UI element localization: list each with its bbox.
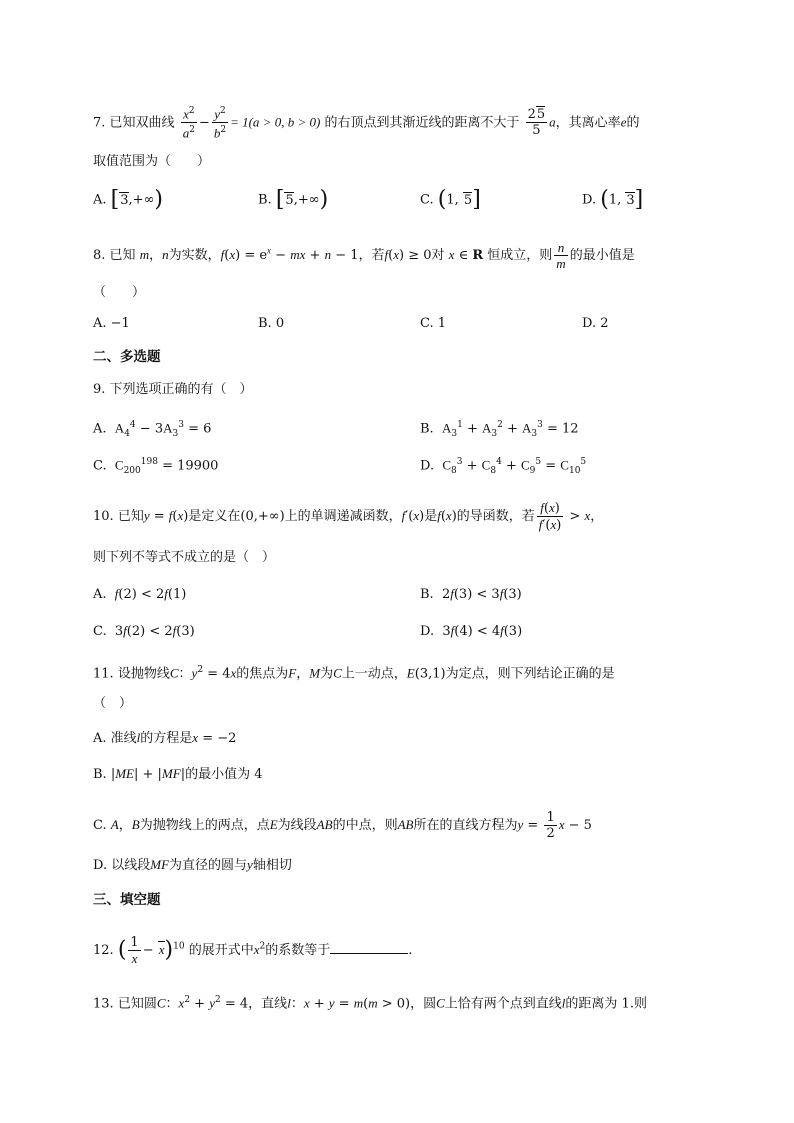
q7-number: 7. <box>93 115 106 131</box>
q7-option-a: A. [3,+∞) <box>93 187 163 212</box>
q9-option-c: C. $C_{200}^{198} = 19900$ <box>93 457 219 476</box>
q7-text4: 的 <box>626 115 640 131</box>
q7-frac-x: $\frac{x^2}{a^2}$ <box>182 106 195 141</box>
q8-line1: 8. 已知 m，n为实数，$f(x) = e^x$ − mx + n − 1，若f(x) ≥ 0对 x ∈ R 恒成立，则 $\frac{n}{m}$ 的最小值是 <box>93 240 635 271</box>
q7-frac-y: $\frac{y^2}{b^2}$ <box>213 106 227 141</box>
q11-option-b: B. |ME| + |MF|的最小值为 4 <box>93 766 263 782</box>
q7-option-b: B. [5,+∞) <box>258 187 329 212</box>
q7-condition: = 1(a > 0, b > 0) <box>230 114 321 130</box>
q7-line2: 取值范围为（ ） <box>93 154 211 169</box>
q8-option-a: A. −1 <box>93 316 130 331</box>
q10-option-c: C. 3f(2) < 2f(3) <box>93 623 195 639</box>
q9-option-d: D. $C_8^3 + C_8^4 + C_9^5 = C_{10}^5$ <box>420 457 587 476</box>
q11-option-a: A. 准线l的方程是x = −2 <box>93 730 237 746</box>
q10-option-b: B. 2f(3) < 3f(3) <box>420 586 522 602</box>
q10-line1: 10. 已知y = f(x)是定义在(0,+∞)上的单调递减函数，f′(x)是f(x)的导函数，若 $\frac{f(x)}{f'(x)}$ > x， <box>93 500 604 533</box>
q9-option-b: B. $A_3^1 + A_3^2 + A_3^3 = 12$ <box>420 420 579 439</box>
q8-option-b: B. 0 <box>258 316 285 331</box>
q11-line1: 11. 设抛物线C：$y^2 = 4x$的焦点为F，M为C上一动点，E(3,1)为定点，则下列结论正确的是 <box>93 665 615 682</box>
q12-answer-blank[interactable] <box>330 941 408 954</box>
q7-option-c: C. (1, 5] <box>420 187 481 212</box>
q7-frac-bound: $\frac{25}{5}$ <box>527 107 546 139</box>
section-multi-choice: 二、多选题 <box>93 349 161 365</box>
q7-text3: ，其离心率 <box>555 115 621 131</box>
q7-line1: 7. 已知双曲线 $\frac{x^2}{a^2}$ − $\frac{y^2}{b^2}$ = 1(a > 0, b > 0) 的右顶点到其渐近线的距离不大于 $\frac{25}{5}$ a，其离心率e的 <box>93 106 640 141</box>
q9-line1: 9. 下列选项正确的有（ ） <box>93 382 253 397</box>
q7-option-d: D. (1, 3] <box>582 187 644 212</box>
q10-option-d: D. 3f(4) < 4f(3) <box>420 623 523 639</box>
q11-option-d: D. 以线段MF为直径的圆与y轴相切 <box>93 857 292 873</box>
q11-option-c: C. A，B为抛物线上的两点，点E为线段AB的中点，则AB所在的直线方程为y = $\frac{1}{2}$ x − 5 <box>93 810 592 841</box>
q7-text2: 的右顶点到其渐近线的距离不大于 <box>324 115 520 131</box>
q7-text1: 已知双曲线 <box>109 115 175 131</box>
q13-line1: 13. 已知圆C：$x^2 + y^2 = 4$，直线l：x + y = m(m > 0)，圆C上恰有两个点到直线l的距离为 1.则 <box>93 995 647 1012</box>
q8-option-d: D. 2 <box>582 316 609 331</box>
q8-option-c: C. 1 <box>420 316 447 331</box>
q8-line2: （ ） <box>93 285 146 300</box>
q12-line1: 12. ( $\frac{1}{x}$ − x)$^{10}$ 的展开式中$x^2$的系数等于 . <box>93 935 413 966</box>
q10-option-a: A. f(2) < 2f(1) <box>93 586 187 602</box>
q9-option-a: A. $A_4^4 - 3A_3^3 = 6$ <box>93 420 212 439</box>
section-fill-blank: 三、填空题 <box>93 892 161 908</box>
q10-line2: 则下列不等式不成立的是（ ） <box>93 550 276 565</box>
q11-line2: （ ） <box>93 696 133 711</box>
